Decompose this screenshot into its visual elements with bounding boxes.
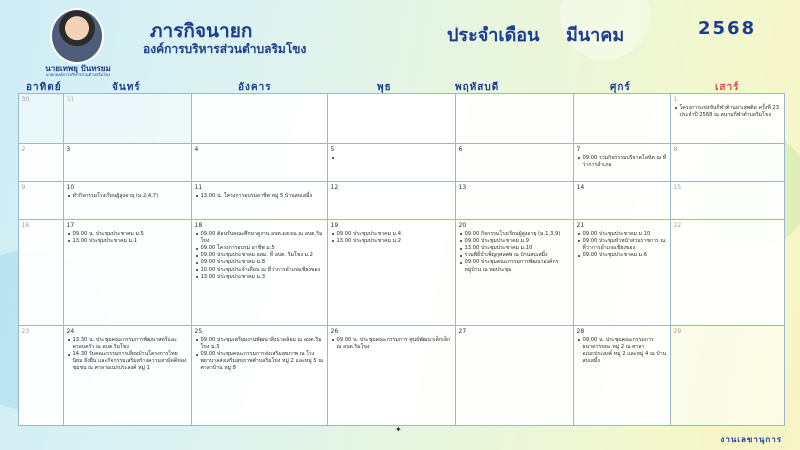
calendar-cell[interactable]: [63, 219, 192, 326]
event-item: 09.00 กิจกรรมโรงเรียนผู้สูงอายุ (ม.1,3,9): [459, 231, 570, 238]
calendar-cell[interactable]: [18, 325, 64, 426]
calendar-cell[interactable]: [191, 93, 328, 144]
event-list: [577, 155, 667, 169]
year-label: 2568: [698, 18, 757, 39]
event-list: [195, 337, 324, 373]
day-number: 28: [576, 327, 585, 335]
day-header-thursday: พฤหัสบดี: [455, 82, 500, 93]
calendar-cell[interactable]: [670, 219, 785, 326]
event-item: 09.00 น. ประชุมประชาคม ม.5: [67, 231, 188, 238]
day-number: 9: [21, 183, 26, 191]
day-number: 14: [576, 183, 585, 191]
calendar-cell[interactable]: [18, 143, 64, 182]
calendar-cell[interactable]: [18, 93, 64, 144]
day-header-saturday: เสาร์: [715, 82, 740, 93]
event-item: 13.00 ประชุมประชาคม ม.10: [459, 245, 570, 252]
day-header-monday: จันทร์: [112, 82, 141, 93]
calendar-cell[interactable]: [670, 181, 785, 220]
day-number: 5: [330, 145, 335, 153]
event-item: 13.00 ประชุมประชาคม ม.1: [67, 238, 188, 245]
day-number: 23: [21, 327, 30, 335]
calendar-cell[interactable]: [18, 219, 64, 326]
calendar-cell[interactable]: [327, 219, 456, 326]
month-name: มีนาคม: [566, 25, 625, 46]
calendar-cell[interactable]: [191, 143, 328, 182]
avatar: [50, 8, 104, 64]
day-header-sunday: อาทิตย์: [26, 82, 62, 93]
day-number: 1: [673, 95, 678, 103]
event-item: 13.30 น. ประชุมคณะกรรมการพัฒนาสตรีและครอบครัว ณ อบต.ริมโขง: [67, 337, 188, 351]
event-list: [67, 337, 188, 373]
event-item: 09.00 ประชุมประชาคม อสม. ที่ อบต. ริมโขง ม.2: [195, 252, 324, 259]
calendar-cell[interactable]: [573, 93, 671, 144]
event-item: 13.00 น. โครงการอบรมอาชีพ หมู่ 5 บ้านสบเสมิ้ง: [195, 193, 324, 200]
event-item: 09.00 ต้อนรับคณะศึกษาดูงาน อบต.ดงเจน ณ อบต.ริมโขง: [195, 231, 324, 245]
day-number: 19: [330, 221, 339, 229]
calendar-cell[interactable]: [191, 181, 328, 220]
calendar-cell[interactable]: [455, 219, 574, 326]
day-number: 11: [194, 183, 203, 191]
event-item: 14.30 รับคณะกรรมการเยี่ยมบ้านโครงการไทยนิยม ยั่งยืน และกิจกรรมเสริมสร้างความสามัคคีของชุมชน ณ ศาลาอเนกประสงค์ หมู่ 1: [67, 351, 188, 373]
event-item: 09.00 ประชุมคณะกรรมการส่งเสริมสุขภาพ ณ โรงพยาบาลส่งเสริมสุขภาพตำบลริมโขง หมู่ 2 และหมู่ 5 ณ ศาลาบ้าน หมู่ 8: [195, 351, 324, 373]
event-list: [577, 231, 667, 260]
event-item: 13.00 ประชุมประชาคม ม.3: [195, 274, 324, 281]
calendar-cell[interactable]: [191, 219, 328, 326]
event-item: 09.00 ประชุมประชาคม ม.6: [577, 252, 667, 259]
event-list: [67, 193, 188, 200]
event-list: [195, 231, 324, 281]
day-number: 2: [21, 145, 26, 153]
calendar-cell[interactable]: [573, 325, 671, 426]
page-title: ภารกิจนายก: [150, 20, 253, 42]
day-number: 12: [330, 183, 339, 191]
calendar-cell[interactable]: [327, 181, 456, 220]
event-item: ทำกิจกรรมโรงเรียนผู้สูงอายุ (ม.2,4,7): [67, 193, 188, 200]
person-position: นายกองค์การบริหารส่วนตำบลริมโขง: [45, 72, 111, 77]
calendar-cell[interactable]: [63, 181, 192, 220]
event-list: [674, 105, 781, 119]
event-item: 10.00 ประชุมประจำเดือน ณ ที่ว่าการอำเภอเชียงของ: [195, 267, 324, 274]
calendar-cell[interactable]: [191, 325, 328, 426]
person-name: นายเทพยุ ปันทรยม: [45, 64, 111, 73]
calendar-cell[interactable]: [63, 325, 192, 426]
calendar-cell[interactable]: [670, 143, 785, 182]
calendar-cell[interactable]: [573, 181, 671, 220]
event-item: ร่วมพิธีบำเพ็ญกุศลศพ ณ บ้านสบเสมิ้ง: [459, 252, 570, 259]
event-item: 09.00 ประชุมคณะกรรมการพัฒนาองค์กรหมู่บ้าน ณ หอประชุม: [459, 259, 570, 273]
day-number: 24: [66, 327, 75, 335]
calendar-cell[interactable]: [455, 143, 574, 182]
day-number: 8: [673, 145, 678, 153]
event-item: 09.00 ประชุมประชาคม ม.4: [331, 231, 452, 238]
event-item: 09.00 ร่วมกิจกรรมบริจาคโลหิต ณ ที่ว่าการอำเภอ: [577, 155, 667, 169]
day-number: 27: [458, 327, 467, 335]
event-item: 09.00 ประชุมหัวหน้าส่วนราชการ ณ ที่ว่าการอำเภอเชียงของ: [577, 238, 667, 252]
calendar-cell[interactable]: [63, 93, 192, 144]
event-item: 09.00 โครงการอบรม อาชีพ ม.5: [195, 245, 324, 252]
sparkle-icon: ✦: [395, 425, 402, 434]
calendar-cell[interactable]: [18, 181, 64, 220]
event-item: โครงการแข่งขันกีฬาต้านยาเสพติด ครั้งที่ 23 ประจำปี 2568 ณ สนามกีฬาตำบลริมโขง: [674, 105, 781, 119]
calendar-cell[interactable]: [327, 93, 456, 144]
day-number: 6: [458, 145, 463, 153]
event-list: [331, 231, 452, 245]
calendar-cell[interactable]: [455, 93, 574, 144]
event-item: 09.00 ประชุมประชาคม ม.8: [195, 259, 324, 266]
calendar-cell[interactable]: [670, 325, 785, 426]
calendar-cell[interactable]: [327, 325, 456, 426]
event-list: [331, 337, 452, 351]
event-item: 09.00 ประชุมประชาคม ม.10: [577, 231, 667, 238]
day-number: 21: [576, 221, 585, 229]
day-number: 15: [673, 183, 682, 191]
day-number: 17: [66, 221, 75, 229]
calendar-grid: [18, 93, 784, 425]
event-item: 09.00 ประชุมประชาคม ม.9: [459, 238, 570, 245]
day-number: 29: [673, 327, 682, 335]
day-number: 31: [66, 95, 75, 103]
day-number: 30: [21, 95, 30, 103]
day-number: 7: [576, 145, 581, 153]
day-number: 10: [66, 183, 75, 191]
event-item: 09.00 ประชุมเตรียมงานพัฒนาสิ่งแวดล้อม ณ อบต.ริมโขง ม.3: [195, 337, 324, 351]
event-item: 09.00 น. ประชุมคณะกรรมการ ศูนย์พัฒนาเด็กเล็ก ณ อบต.ริมโขง: [331, 337, 452, 351]
calendar-cell[interactable]: [455, 181, 574, 220]
day-number: 20: [458, 221, 467, 229]
day-number: 13: [458, 183, 467, 191]
day-number: 3: [66, 145, 71, 153]
footer-label: งานเลขานุการ: [720, 435, 782, 444]
event-item: 09.00 น. ประชุมคณะกรรมการ ธนาคารขยะ หมู่ 2 ณ ศาลาอเนกประสงค์ หมู่ 2 และหมู่ 4 ณ บ้านสบเสมิ้ง: [577, 337, 667, 366]
calendar-cell[interactable]: [670, 93, 785, 144]
day-header-wednesday: พุธ: [377, 82, 392, 93]
event-list: [195, 193, 324, 200]
day-number: 26: [330, 327, 339, 335]
day-number: 22: [673, 221, 682, 229]
calendar-cell[interactable]: [573, 219, 671, 326]
day-number: 25: [194, 327, 203, 335]
calendar-cell[interactable]: [63, 143, 192, 182]
calendar-cell[interactable]: [573, 143, 671, 182]
day-header-tuesday: อังคาร: [238, 82, 272, 93]
event-item: 13.00 ประชุมประชาคม ม.2: [331, 238, 452, 245]
event-list: [459, 231, 570, 274]
day-number: 16: [21, 221, 30, 229]
day-header-friday: ศุกร์: [610, 82, 631, 93]
day-number: 18: [194, 221, 203, 229]
calendar-cell[interactable]: [455, 325, 574, 426]
calendar-cell[interactable]: [327, 143, 456, 182]
header: [0, 0, 800, 80]
page-subtitle: องค์การบริหารส่วนตำบลริมโขง: [143, 42, 307, 56]
day-number: 4: [194, 145, 199, 153]
event-list: [67, 231, 188, 245]
event-list: [577, 337, 667, 366]
month-label: ประจำเดือน: [447, 25, 540, 46]
